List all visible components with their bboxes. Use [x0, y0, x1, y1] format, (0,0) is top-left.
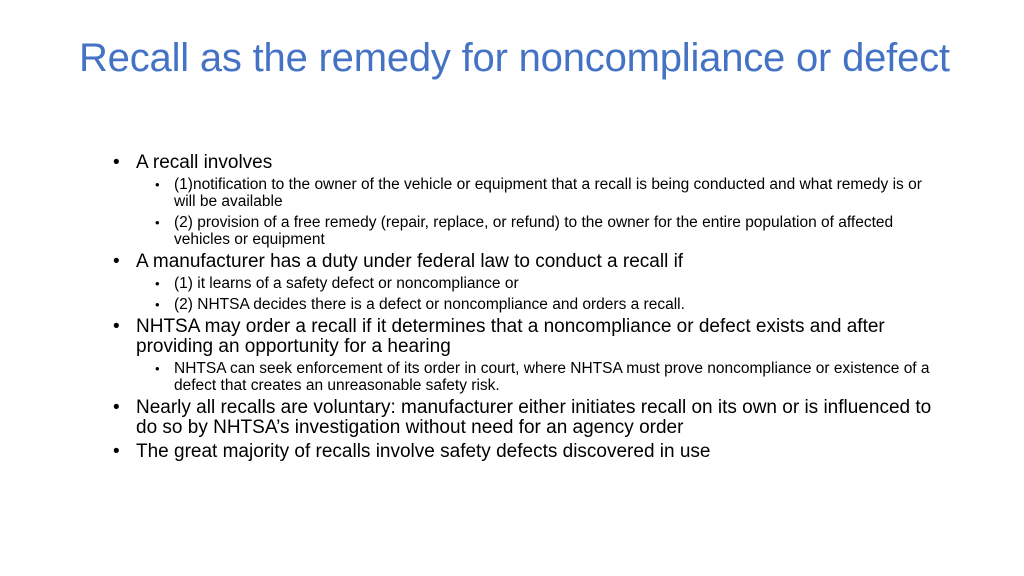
- slide-body: [113, 153, 943, 462]
- bullet-dot: •: [113, 152, 120, 173]
- sub-bullet-item: [136, 275, 943, 292]
- sub-bullet-dot: •: [155, 215, 160, 230]
- sub-bullet-item: [136, 176, 943, 210]
- sub-bullet-item: [136, 360, 943, 394]
- bullet-dot: •: [113, 316, 120, 337]
- sub-bullet-dot: •: [155, 361, 160, 376]
- bullet-list: [113, 153, 943, 462]
- sub-bullet-dot: •: [155, 297, 160, 312]
- bullet-dot: •: [113, 251, 120, 272]
- bullet-item: [113, 442, 943, 462]
- sub-bullet-text: (2) provision of a free remedy (repair, replace, or refund) to the owner for the entire population of affected vehicles or equipment: [174, 214, 894, 248]
- bullet-item: [113, 398, 943, 438]
- bullet-item: [113, 317, 943, 394]
- sub-bullet-list: [136, 360, 943, 394]
- bullet-text: A manufacturer has a duty under federal law to conduct a recall if: [136, 251, 684, 272]
- slide-title: Recall as the remedy for noncompliance or defect: [79, 36, 950, 80]
- bullet-dot: •: [113, 441, 120, 462]
- bullet-text: Nearly all recalls are voluntary: manufacturer either initiates recall on its own or is influenced to do so by NHTSA’s investigation without need for an agency order: [136, 397, 932, 438]
- sub-bullet-item: [136, 214, 943, 248]
- sub-bullet-dot: •: [155, 177, 160, 192]
- sub-bullet-list: [136, 176, 943, 248]
- bullet-text: A recall involves: [136, 152, 273, 173]
- sub-bullet-text: (1) it learns of a safety defect or noncompliance or: [174, 275, 519, 292]
- bullet-text: The great majority of recalls involve safety defects discovered in use: [136, 441, 711, 462]
- bullet-item: [113, 252, 943, 313]
- bullet-item: [113, 153, 943, 248]
- sub-bullet-text: (1)notification to the owner of the vehicle or equipment that a recall is being conducted and what remedy is or will be available: [174, 176, 922, 210]
- sub-bullet-item: [136, 296, 943, 313]
- sub-bullet-text: NHTSA can seek enforcement of its order in court, where NHTSA must prove noncompliance or existence of a defect that creates an unreasonable safety risk.: [174, 360, 930, 394]
- bullet-dot: •: [113, 397, 120, 418]
- sub-bullet-text: (2) NHTSA decides there is a defect or noncompliance and orders a recall.: [174, 296, 685, 313]
- sub-bullet-list: [136, 275, 943, 313]
- sub-bullet-dot: •: [155, 276, 160, 291]
- bullet-text: NHTSA may order a recall if it determines that a noncompliance or defect exists and after providing an opportunity for a hearing: [136, 316, 885, 357]
